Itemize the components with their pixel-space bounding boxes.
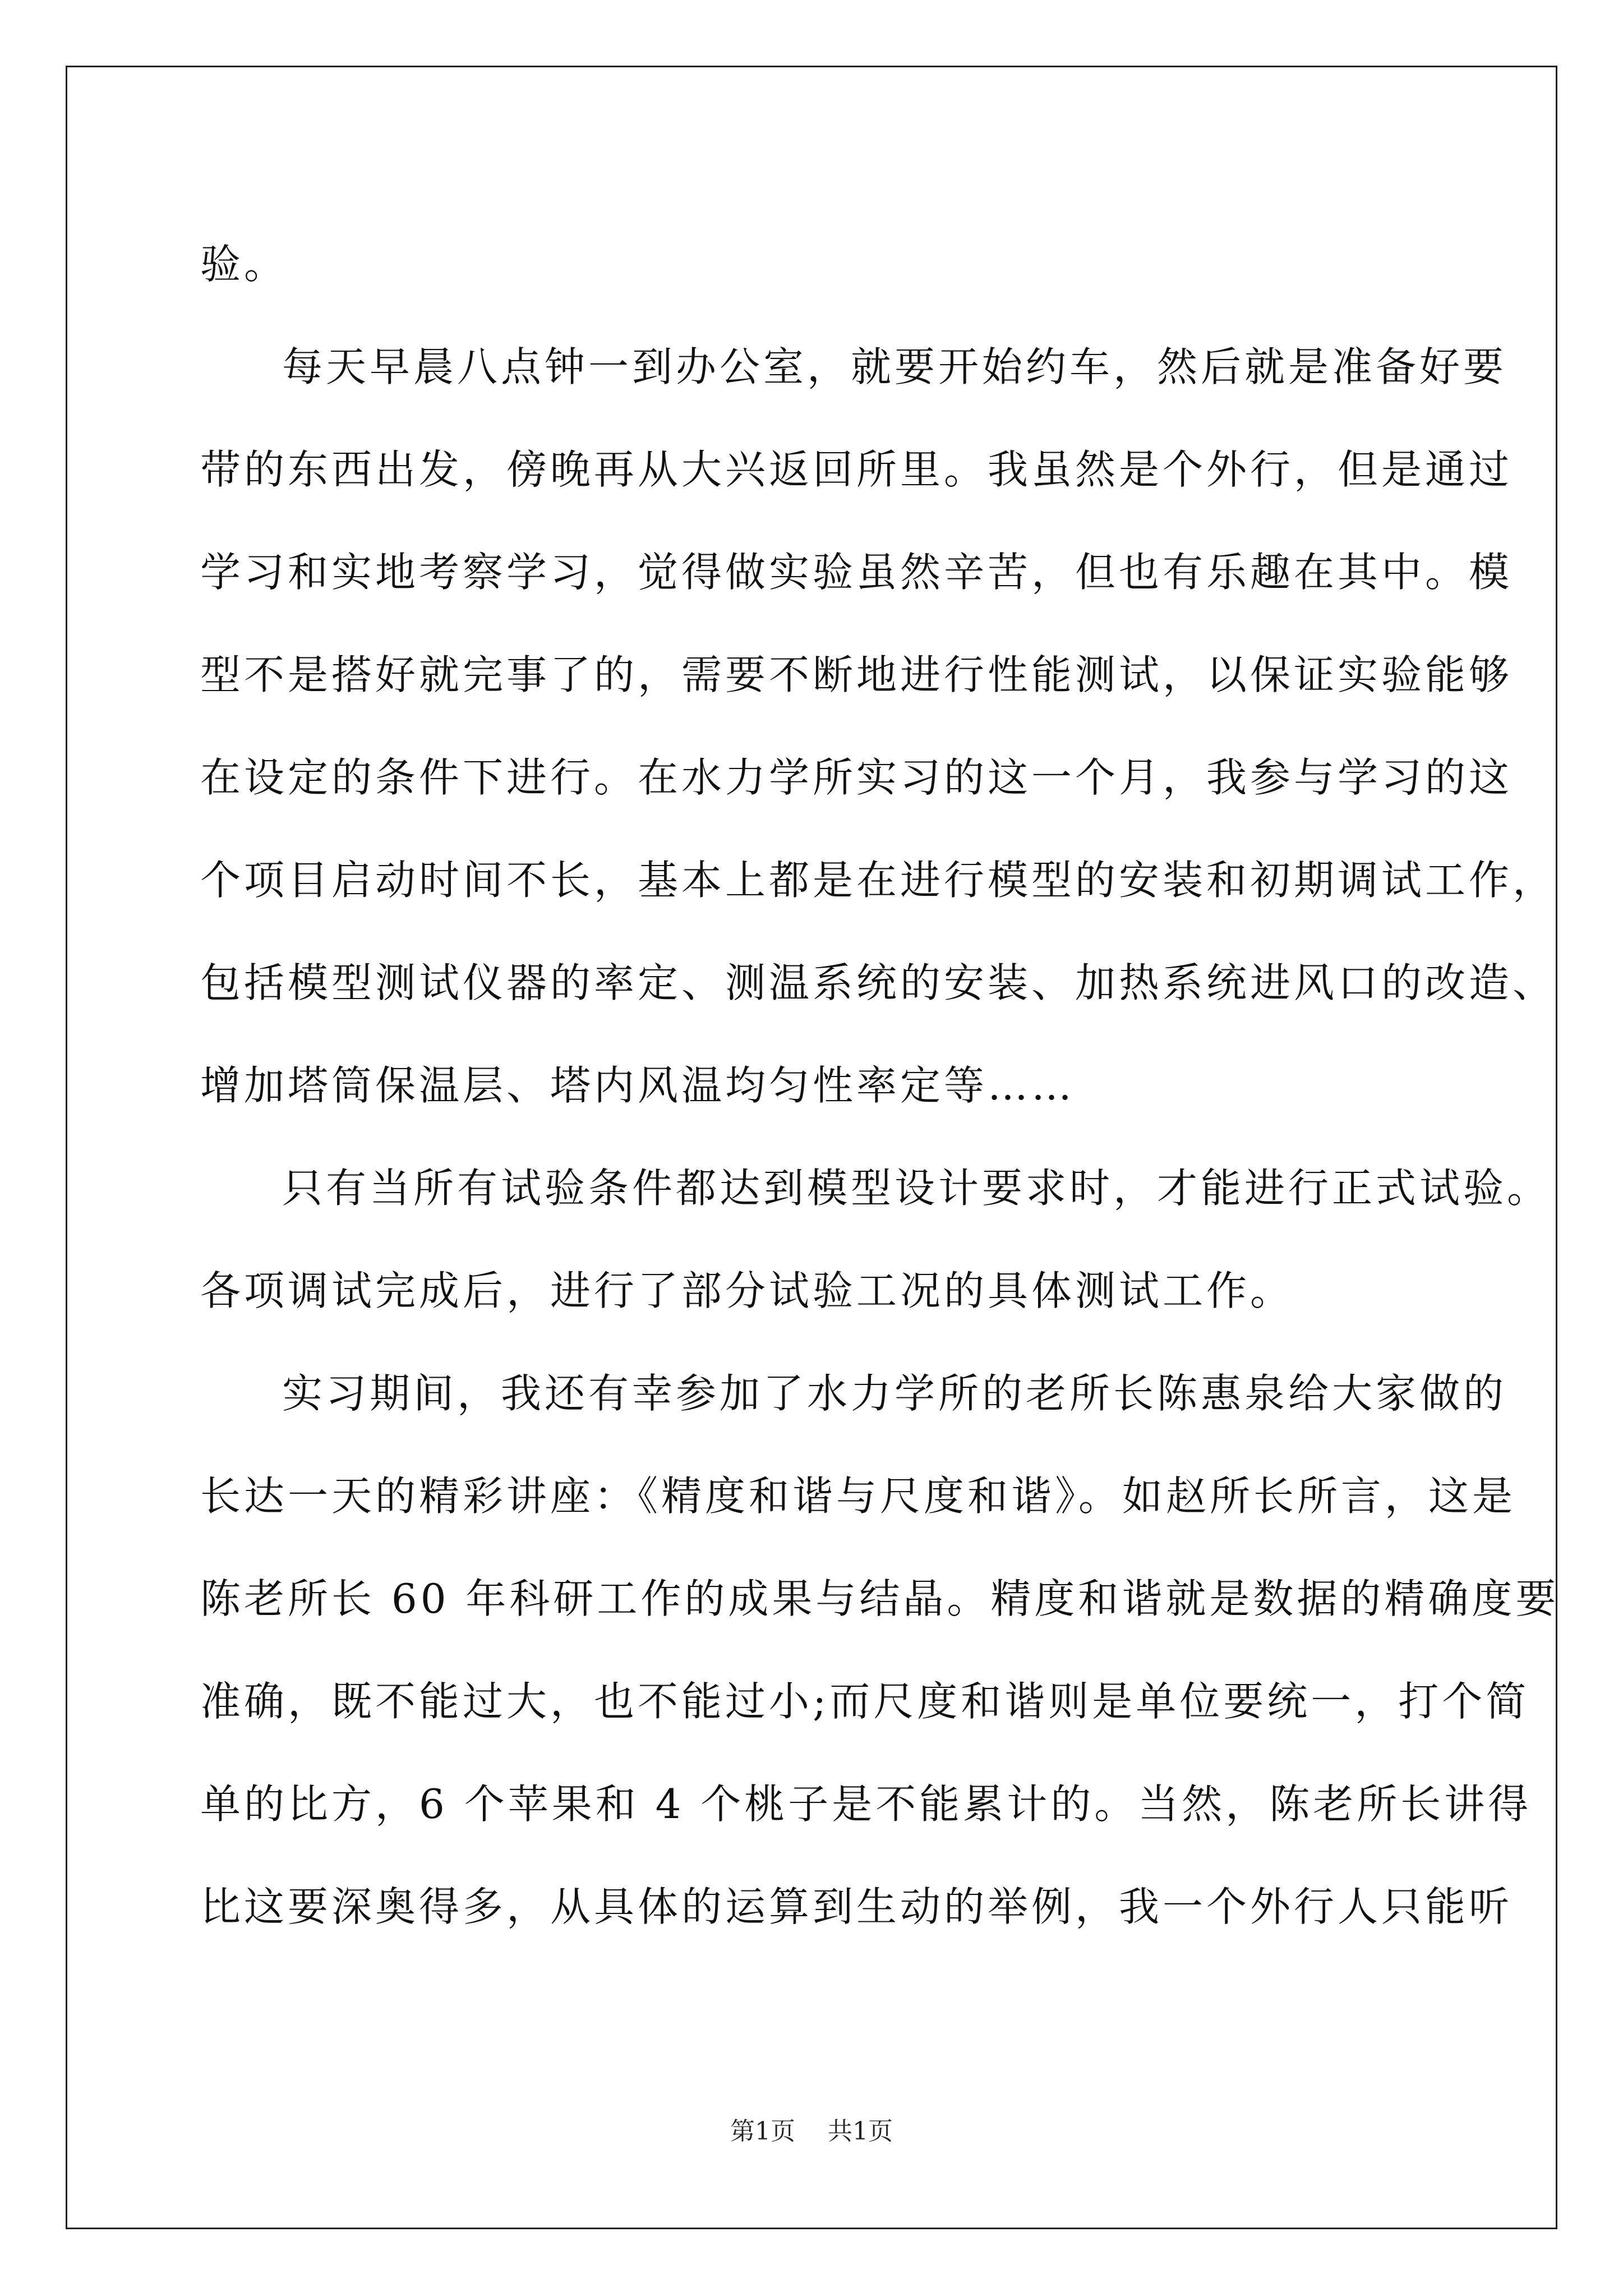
text-line: 每天早晨八点钟一到办公室，就要开始约车，然后就是准备好要 (282, 343, 1507, 390)
text-line: 准确，既不能过大，也不能过小;而尺度和谐则是单位要统一，打个简 (200, 1678, 1530, 1725)
text-line: 验。 (200, 241, 288, 288)
text-line: 增加塔筒保温层、塔内风温均匀性率定等…… (200, 1062, 1076, 1109)
text-line: 长达一天的精彩讲座：《精度和谐与尺度和谐》。如赵所长所言，这是 (200, 1473, 1516, 1520)
page-total: 共1页 (828, 2117, 893, 2146)
text-line: 带的东西出发，傍晚再从大兴返回所里。我虽然是个外行，但是通过 (200, 446, 1513, 493)
text-line: 单的比方，6 个苹果和 4 个桃子是不能累计的。当然，陈老所长讲得 (200, 1780, 1532, 1828)
text-line: 实习期间，我还有幸参加了水力学所的老所长陈惠泉给大家做的 (282, 1370, 1507, 1417)
text-line: 型不是搭好就完事了的，需要不断地进行性能测试，以保证实验能够 (200, 651, 1513, 698)
text-line: 个项目启动时间不长，基本上都是在进行模型的安装和初期调试工作， (200, 857, 1557, 904)
text-line: 学习和实地考察学习，觉得做实验虽然辛苦，但也有乐趣在其中。模 (200, 549, 1513, 596)
page-number: 第1页 (730, 2117, 795, 2146)
page-footer (0, 2115, 1623, 2148)
text-line: 陈老所长 60 年科研工作的成果与结晶。精度和谐就是数据的精确度要 (200, 1575, 1560, 1622)
text-line: 只有当所有试验条件都达到模型设计要求时，才能进行正式试验。 (282, 1165, 1551, 1212)
text-line: 各项调试完成后，进行了部分试验工况的具体测试工作。 (200, 1267, 1294, 1314)
text-line: 在设定的条件下进行。在水力学所实习的这一个月，我参与学习的这 (200, 754, 1513, 801)
text-line: 比这要深奥得多，从具体的运算到生动的举例，我一个外行人只能听 (200, 1883, 1513, 1930)
document-body (200, 213, 1560, 1958)
text-line: 包括模型测试仪器的率定、测温系统的安装、加热系统进风口的改造、 (200, 959, 1557, 1006)
